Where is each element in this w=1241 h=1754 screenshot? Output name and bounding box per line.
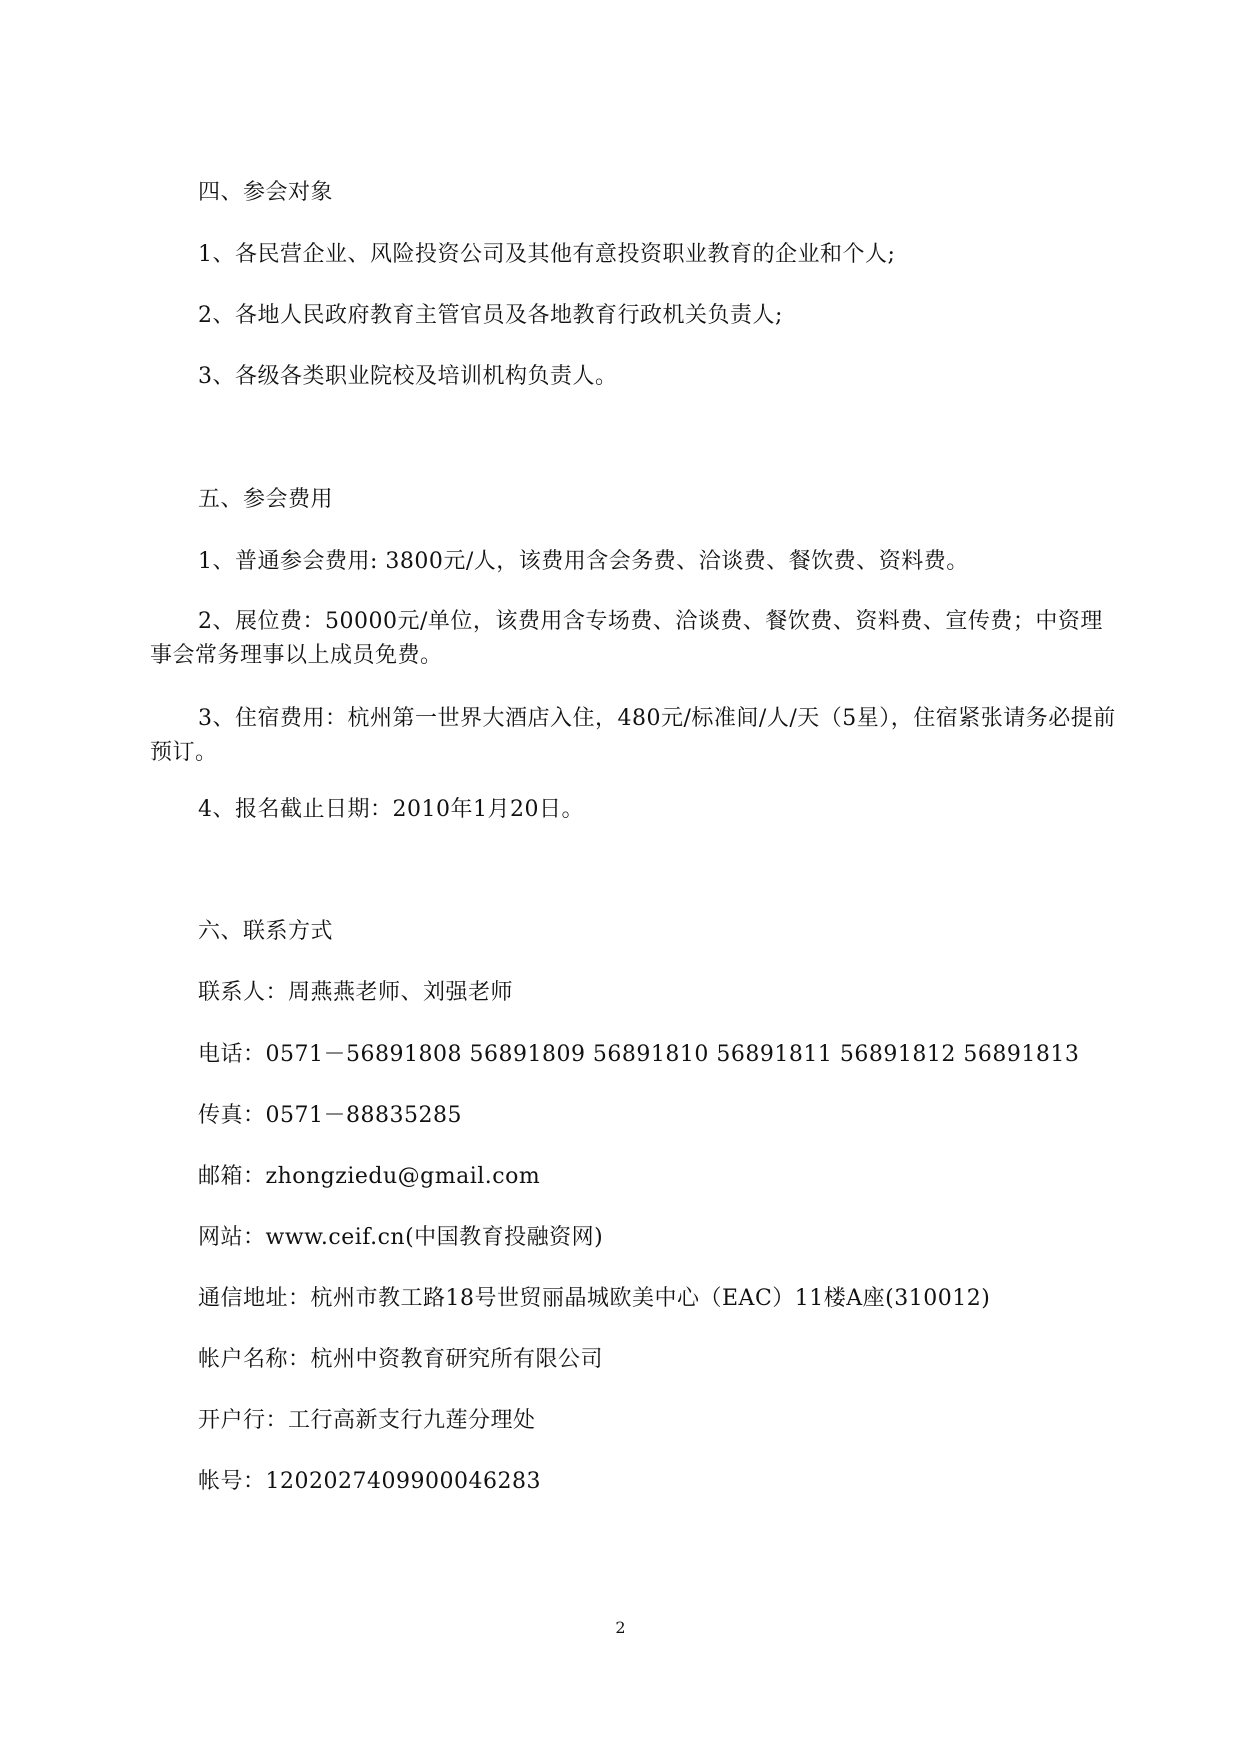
contact-email: 邮箱：zhongziedu@gmail.com: [198, 1164, 541, 1189]
contact-phone: 电话：0571－56891808 56891809 56891810 56891811 56891812 56891813: [198, 1042, 1080, 1067]
fee-item-1: 1、普通参会费用: 3800元/人，该费用含会务费、洽谈费、餐饮费、资料费。: [198, 549, 969, 574]
contact-fax: 传真：0571－88835285: [198, 1103, 462, 1128]
page-number: 2: [615, 1618, 626, 1637]
contact-address: 通信地址：杭州市教工路18号世贸丽晶城欧美中心（EAC）11楼A座(310012): [198, 1286, 991, 1311]
contact-website: 网站：www.ceif.cn(中国教育投融资网): [198, 1225, 604, 1250]
fee-item-3: 3、住宿费用：杭州第一世界大酒店入住，480元/标准间/人/天（5星），住宿紧张请务必提前预订。: [150, 706, 1116, 765]
bank-name: 开户行：工行高新支行九莲分理处: [198, 1408, 536, 1433]
account-number: 帐号：1202027409900046283: [198, 1469, 541, 1494]
fee-item-2: 2、展位费：50000元/单位，该费用含专场费、洽谈费、餐饮费、资料费、宣传费；中资理事会常务理事以上成员免费。: [150, 609, 1103, 668]
section-heading-fees: 五、参会费用: [198, 487, 334, 512]
attendee-item-3: 3、各级各类职业院校及培训机构负责人。: [198, 364, 618, 389]
contact-person: 联系人：周燕燕老师、刘强老师: [198, 980, 514, 1005]
fee-item-4: 4、报名截止日期：2010年1月20日。: [198, 797, 584, 822]
attendee-item-2: 2、各地人民政府教育主管官员及各地教育行政机关负责人;: [198, 303, 783, 328]
section-heading-attendees: 四、参会对象: [198, 180, 334, 205]
account-name: 帐户名称：杭州中资教育研究所有限公司: [198, 1347, 604, 1372]
attendee-item-1: 1、各民营企业、风险投资公司及其他有意投资职业教育的企业和个人;: [198, 242, 896, 267]
section-heading-contact: 六、联系方式: [198, 919, 334, 944]
